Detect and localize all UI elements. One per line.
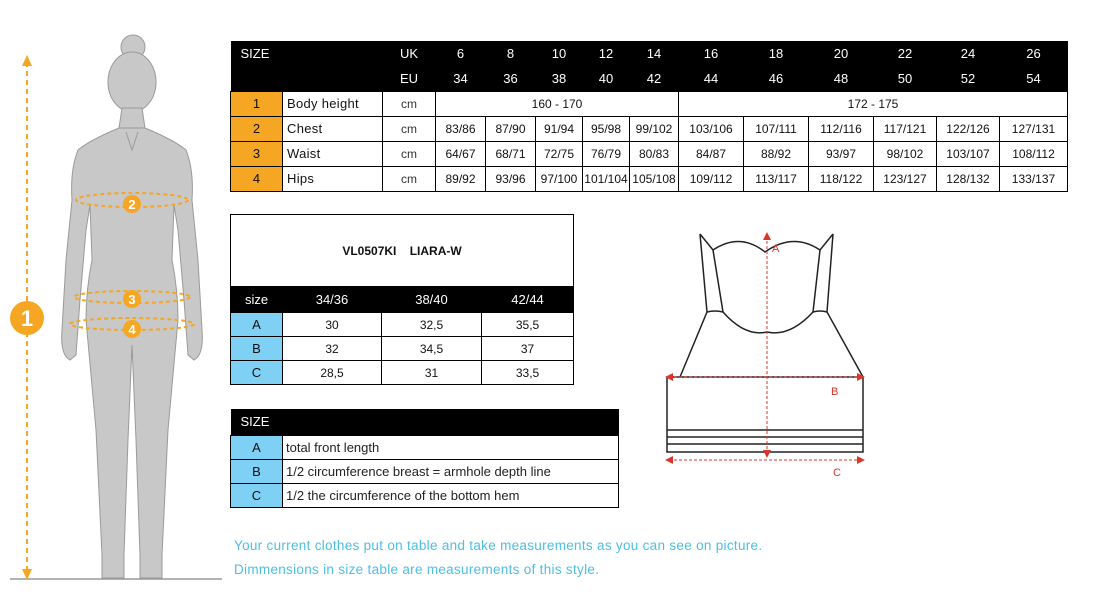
legend-key: A bbox=[231, 435, 283, 459]
size-table bbox=[230, 41, 1068, 192]
uk-label: UK bbox=[383, 41, 436, 66]
measure-unit: cm bbox=[383, 91, 436, 116]
measure-value: 91/94 bbox=[536, 116, 583, 141]
legend-row-a bbox=[231, 435, 619, 459]
measure-value: 118/122 bbox=[809, 166, 874, 191]
style-value: 37 bbox=[482, 337, 574, 361]
style-size-column: 38/40 bbox=[382, 287, 482, 313]
row-number: 3 bbox=[231, 141, 283, 166]
body-measurement-figure bbox=[0, 0, 230, 606]
legend-desc: 1/2 the circumference of the bottom hem bbox=[283, 483, 619, 507]
measure-name: Hips bbox=[283, 166, 383, 191]
svg-text:1: 1 bbox=[20, 306, 34, 331]
eu-size: 46 bbox=[744, 66, 809, 91]
uk-size: 16 bbox=[679, 41, 744, 66]
measure-value: 117/121 bbox=[874, 116, 937, 141]
height-range-large: 172 - 175 bbox=[679, 91, 1068, 116]
eu-size: 36 bbox=[486, 66, 536, 91]
eu-size-row bbox=[231, 66, 1068, 91]
measure-value: 101/104 bbox=[583, 166, 630, 191]
measure-value: 89/92 bbox=[436, 166, 486, 191]
measure-value: 88/92 bbox=[744, 141, 809, 166]
legend-key: C bbox=[231, 483, 283, 507]
eu-size: 40 bbox=[583, 66, 630, 91]
measure-value: 127/131 bbox=[1000, 116, 1068, 141]
measure-name: Chest bbox=[283, 116, 383, 141]
eu-label: EU bbox=[383, 66, 436, 91]
style-header-row bbox=[231, 287, 574, 313]
eu-size: 54 bbox=[1000, 66, 1068, 91]
measure-value: 84/87 bbox=[679, 141, 744, 166]
uk-size: 6 bbox=[436, 41, 486, 66]
measure-value: 93/97 bbox=[809, 141, 874, 166]
style-size-column: 42/44 bbox=[482, 287, 574, 313]
legend-desc: 1/2 circumference breast = armhole depth line bbox=[283, 459, 619, 483]
style-measure-table bbox=[230, 214, 574, 385]
eu-size: 42 bbox=[630, 66, 679, 91]
measure-unit: cm bbox=[383, 116, 436, 141]
measure-value: 103/106 bbox=[679, 116, 744, 141]
measure-value: 113/117 bbox=[744, 166, 809, 191]
legend-row-b bbox=[231, 459, 619, 483]
eu-size: 50 bbox=[874, 66, 937, 91]
uk-size: 22 bbox=[874, 41, 937, 66]
uk-size: 14 bbox=[630, 41, 679, 66]
style-value: 35,5 bbox=[482, 313, 574, 337]
eu-size: 52 bbox=[937, 66, 1000, 91]
measure-value: 128/132 bbox=[937, 166, 1000, 191]
body-height-row bbox=[231, 91, 1068, 116]
row-number: 1 bbox=[231, 91, 283, 116]
measure-value: 87/90 bbox=[486, 116, 536, 141]
garment-sketch bbox=[655, 222, 880, 482]
legend-desc: total front length bbox=[283, 435, 619, 459]
measure-line-a bbox=[763, 232, 780, 458]
measure-value: 133/137 bbox=[1000, 166, 1068, 191]
measure-value: 68/71 bbox=[486, 141, 536, 166]
style-value: 31 bbox=[382, 361, 482, 385]
measure-value: 93/96 bbox=[486, 166, 536, 191]
measure-value: 99/102 bbox=[630, 116, 679, 141]
style-size-label: size bbox=[231, 287, 283, 313]
measure-value: 97/100 bbox=[536, 166, 583, 191]
instruction-note: Your current clothes put on table and take measurements as you can see on picture. bbox=[234, 538, 763, 553]
measure-value: 98/102 bbox=[874, 141, 937, 166]
style-value: 33,5 bbox=[482, 361, 574, 385]
svg-text:B: B bbox=[831, 386, 839, 398]
style-value: 30 bbox=[283, 313, 382, 337]
svg-text:3: 3 bbox=[128, 292, 136, 307]
uk-size: 26 bbox=[1000, 41, 1068, 66]
measure-value: 103/107 bbox=[937, 141, 1000, 166]
eu-size: 34 bbox=[436, 66, 486, 91]
measure-name: Waist bbox=[283, 141, 383, 166]
waist-row bbox=[231, 141, 1068, 166]
uk-size: 18 bbox=[744, 41, 809, 66]
svg-text:A: A bbox=[772, 243, 780, 255]
eu-size: 48 bbox=[809, 66, 874, 91]
measure-value: 112/116 bbox=[809, 116, 874, 141]
legend-header-row bbox=[231, 409, 619, 435]
style-value: 32 bbox=[283, 337, 382, 361]
style-row-b bbox=[231, 337, 574, 361]
style-title: VL0507KI LIARA-W bbox=[231, 215, 574, 287]
hips-row bbox=[231, 166, 1068, 191]
marker-2 bbox=[123, 195, 141, 213]
svg-text:2: 2 bbox=[128, 197, 136, 212]
measure-value: 64/67 bbox=[436, 141, 486, 166]
marker-1 bbox=[10, 301, 44, 335]
marker-3 bbox=[123, 290, 141, 308]
legend-key: B bbox=[231, 459, 283, 483]
style-row-key: A bbox=[231, 313, 283, 337]
dimension-note: Dimmensions in size table are measurements of this style. bbox=[234, 562, 600, 577]
style-value: 32,5 bbox=[382, 313, 482, 337]
measure-value: 122/126 bbox=[937, 116, 1000, 141]
measure-name: Body height bbox=[283, 91, 383, 116]
uk-size: 24 bbox=[937, 41, 1000, 66]
measure-value: 76/79 bbox=[583, 141, 630, 166]
style-title-row bbox=[231, 215, 574, 287]
chest-row bbox=[231, 116, 1068, 141]
style-size-column: 34/36 bbox=[283, 287, 382, 313]
style-row-key: C bbox=[231, 361, 283, 385]
uk-size: 8 bbox=[486, 41, 536, 66]
bra-outline bbox=[667, 234, 863, 452]
style-value: 28,5 bbox=[283, 361, 382, 385]
uk-size: 20 bbox=[809, 41, 874, 66]
measure-unit: cm bbox=[383, 166, 436, 191]
measure-value: 123/127 bbox=[874, 166, 937, 191]
size-header-label: SIZE bbox=[231, 41, 383, 66]
row-number: 4 bbox=[231, 166, 283, 191]
measure-value: 109/112 bbox=[679, 166, 744, 191]
eu-size: 38 bbox=[536, 66, 583, 91]
row-number: 2 bbox=[231, 116, 283, 141]
uk-size-row bbox=[231, 41, 1068, 66]
style-row-a bbox=[231, 313, 574, 337]
svg-text:C: C bbox=[833, 467, 841, 479]
measure-unit: cm bbox=[383, 141, 436, 166]
measure-value: 83/86 bbox=[436, 116, 486, 141]
style-value: 34,5 bbox=[382, 337, 482, 361]
measure-line-c bbox=[665, 456, 865, 479]
measure-legend-table bbox=[230, 409, 619, 508]
measure-value: 105/108 bbox=[630, 166, 679, 191]
legend-row-c bbox=[231, 483, 619, 507]
measure-line-b bbox=[665, 373, 865, 398]
legend-title: SIZE bbox=[231, 409, 619, 435]
measure-value: 80/83 bbox=[630, 141, 679, 166]
eu-size: 44 bbox=[679, 66, 744, 91]
measure-value: 108/112 bbox=[1000, 141, 1068, 166]
marker-4 bbox=[123, 320, 141, 338]
measure-value: 72/75 bbox=[536, 141, 583, 166]
style-row-c bbox=[231, 361, 574, 385]
measure-value: 107/111 bbox=[744, 116, 809, 141]
height-range-small: 160 - 170 bbox=[436, 91, 679, 116]
uk-size: 10 bbox=[536, 41, 583, 66]
measure-value: 95/98 bbox=[583, 116, 630, 141]
svg-text:4: 4 bbox=[128, 322, 136, 337]
uk-size: 12 bbox=[583, 41, 630, 66]
style-row-key: B bbox=[231, 337, 283, 361]
